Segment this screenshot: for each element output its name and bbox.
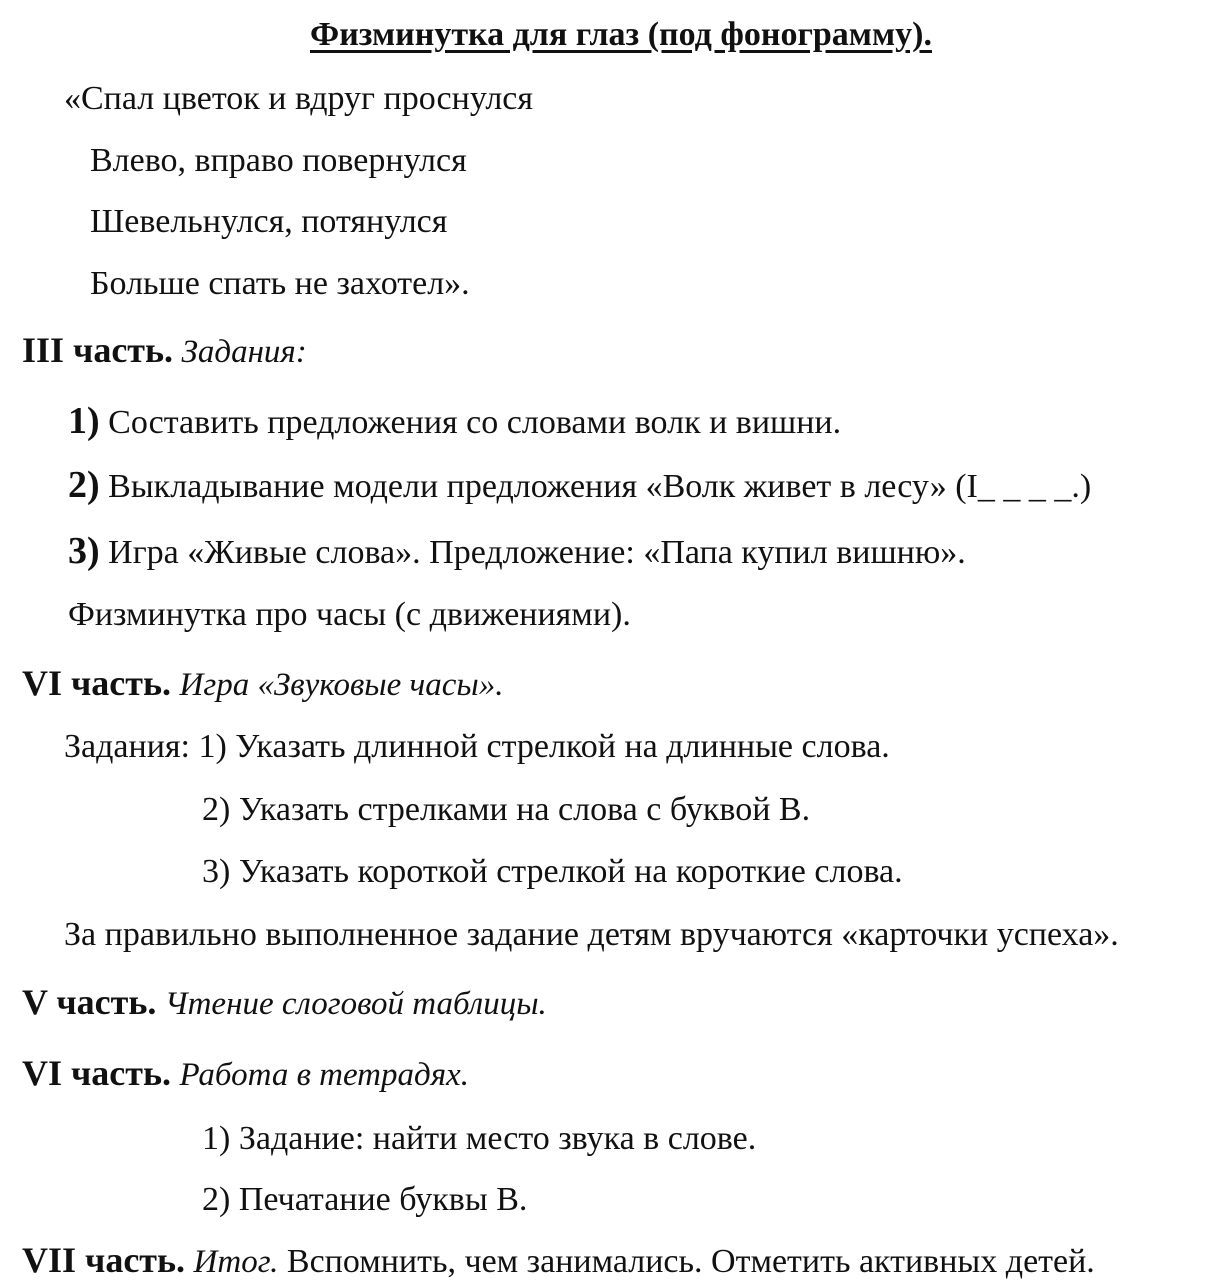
task-text: Выкладывание модели предложения «Волк живет в лесу» (I_ _ _ _.)	[108, 468, 1092, 505]
task-number: 2)	[68, 464, 100, 506]
part3-task-2	[68, 466, 1091, 504]
task-text: Составить предложения со словами волк и вишни.	[108, 404, 842, 441]
part6-line	[22, 1055, 469, 1092]
poem-line-2: Влево, вправо повернулся	[90, 142, 467, 179]
task-number: 3)	[68, 530, 100, 572]
part5-line	[22, 984, 547, 1021]
part6-subtitle: Работа в тетрадях.	[179, 1057, 469, 1093]
part3-heading: III часть.	[22, 330, 174, 370]
part6-heading: VI часть.	[22, 1053, 172, 1093]
task-text: Игра «Живые слова». Предложение: «Папа купил вишню».	[108, 534, 966, 571]
task-number: 1)	[68, 400, 100, 442]
poem-line-4: Больше спать не захотел».	[90, 265, 470, 302]
part4-heading: VI часть.	[22, 663, 172, 703]
part5-heading: V часть.	[22, 982, 157, 1022]
part4-line	[22, 665, 504, 702]
part6-task-1: 1) Задание: найти место звука в слове.	[202, 1120, 757, 1157]
part4-note: За правильно выполненное задание детям вручаются «карточки успеха».	[64, 916, 1119, 953]
part4-tasks-label: Задания: 1) Указать длинной стрелкой на длинные слова.	[64, 728, 890, 765]
part4-subtitle: Игра «Звуковые часы».	[179, 667, 504, 703]
part7-subtitle: Итог.	[193, 1244, 279, 1280]
part3-line	[22, 332, 307, 369]
part4-task-3: 3) Указать короткой стрелкой на короткие слова.	[202, 853, 903, 890]
part3-subtitle: Задания:	[181, 334, 307, 370]
part6-task-2: 2) Печатание буквы В.	[202, 1181, 528, 1218]
part3-note: Физминутка про часы (с движениями).	[68, 596, 631, 633]
part5-subtitle: Чтение слоговой таблицы.	[164, 986, 547, 1022]
page-title: Физминутка для глаз (под фонограмму).	[310, 16, 932, 53]
poem-line-3: Шевельнулся, потянулся	[90, 203, 448, 240]
part4-task-2: 2) Указать стрелками на слова с буквой В.	[202, 791, 811, 828]
part7-line	[22, 1242, 1095, 1279]
poem-line-1: «Спал цветок и вдруг проснулся	[64, 80, 534, 117]
part3-task-3	[68, 532, 966, 570]
part7-text: Вспомнить, чем занимались. Отметить активных детей.	[286, 1243, 1095, 1280]
part7-heading: VII часть.	[22, 1240, 186, 1280]
part3-task-1	[68, 402, 841, 440]
